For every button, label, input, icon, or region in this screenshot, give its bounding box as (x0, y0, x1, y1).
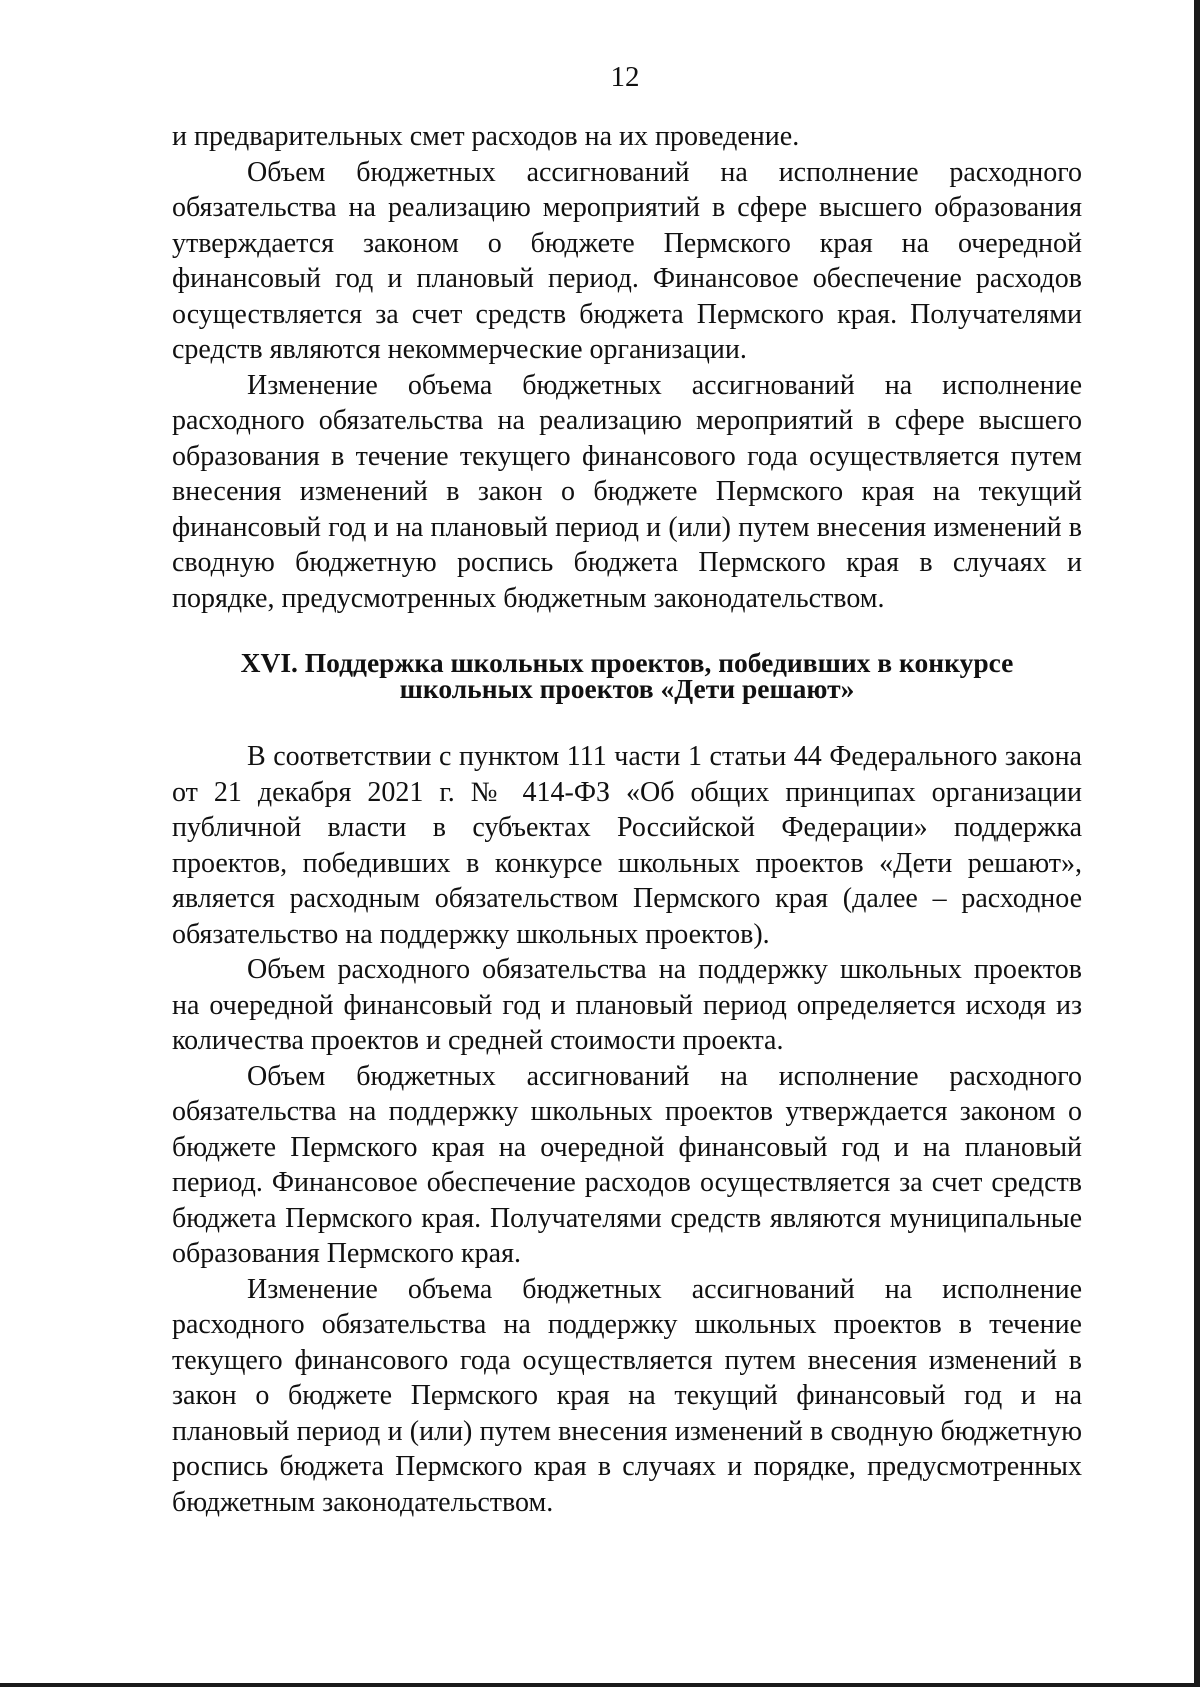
paragraph-higher-education-budget: Объем бюджетных ассигнований на исполнение расходного обязательства на реализацию мероприятий в сфере высшего образования утверждается законом о бюджете Пермского края на очередной финансовый год и плановый период. Финансовое обеспечение расходов осуществляется за счет средств бюджета Пермского края. Получателями средств являются некоммерческие организации. (172, 156, 1082, 365)
scan-edge-bottom (0, 1683, 1200, 1687)
section-heading (172, 647, 1082, 704)
paragraph-school-projects-changes: Изменение объема бюджетных ассигнований на исполнение расходного обязательства на поддержку школьных проектов в течение текущего финансового года осуществляется путем внесения изменений в закон о бюджете Пермского края на текущий финансовый год и на плановый период и (или) путем внесения изменений в сводную бюджетную роспись бюджета Пермского края в случаях и порядке, предусмотренных бюджетным законодательством. (172, 1273, 1082, 1518)
paragraph-continuation: и предварительных смет расходов на их проведение. (172, 121, 800, 152)
paragraph-higher-education-changes: Изменение объема бюджетных ассигнований на исполнение расходного обязательства на реализацию мероприятий в сфере высшего образования в течение текущего финансового года осуществляется путем внесения изменений в закон о бюджете Пермского края на текущий финансовый год и на плановый период и (или) путем внесения изменений в сводную бюджетную роспись бюджета Пермского края в случаях и порядке, предусмотренных бюджетным законодательством. (172, 369, 1082, 614)
paragraph-school-projects-basis: В соответствии с пунктом 111 части 1 статьи 44 Федерального закона от 21 декабря 2021 г. № 414-ФЗ «Об общих принципах организации публичной власти в субъектах Российской Федерации» поддержка проектов, победивших в конкурсе школьных проектов «Дети решают», является расходным обязательством Пермского края (далее – расходное обязательство на поддержку школьных проектов). (172, 741, 1082, 950)
section-heading-line-2: школьных проектов «Дети решают» (399, 673, 855, 704)
document-body (172, 119, 1082, 1520)
paragraph-school-projects-budget: Объем бюджетных ассигнований на исполнение расходного обязательства на поддержку школьных проектов утверждается законом о бюджете Пермского края на очередной финансовый год и на плановый период. Финансовое обеспечение расходов осуществляется за счет средств бюджета Пермского края. Получателями средств являются муниципальные образования Пермского края. (172, 1060, 1082, 1269)
section-heading-line-1: XVI. Поддержка школьных проектов, победивших в конкурсе (240, 647, 1014, 678)
scan-edge-right (1194, 0, 1200, 1687)
page-number: 12 (610, 61, 640, 93)
paragraph-school-projects-volume: Объем расходного обязательства на поддержку школьных проектов на очередной финансовый год и плановый период определяется исходя из количества проектов и средней стоимости проекта. (172, 954, 1082, 1056)
